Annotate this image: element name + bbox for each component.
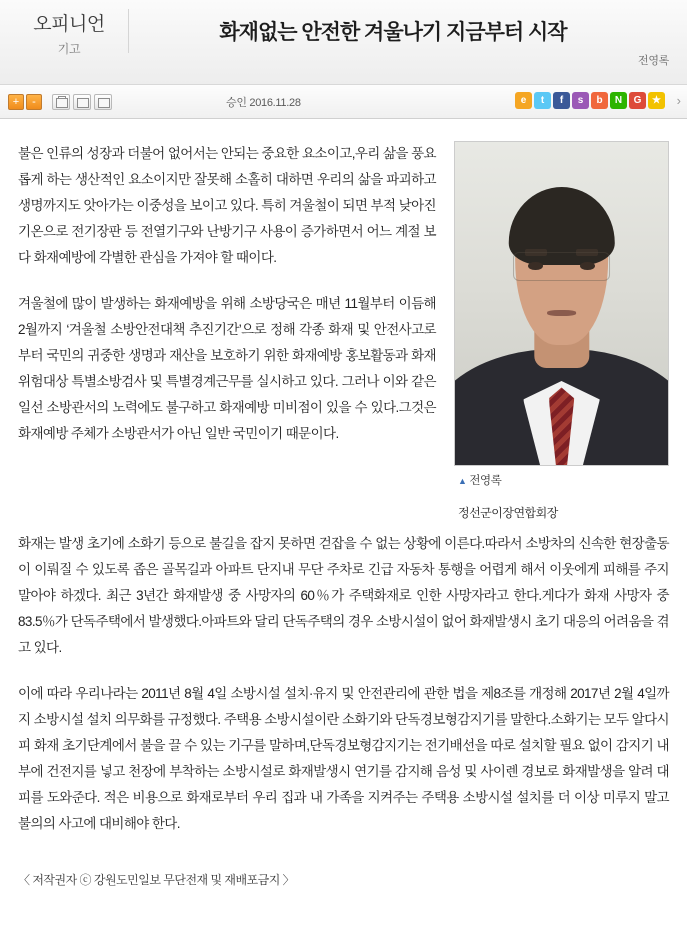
page-header — [0, 0, 687, 85]
tool-icon-group — [52, 94, 112, 110]
article-toolbar — [0, 85, 687, 119]
scrap-icon[interactable] — [73, 94, 91, 110]
sns-share-group — [515, 92, 665, 109]
font-increase-button[interactable]: + — [8, 94, 24, 110]
sns-band-icon[interactable]: b — [591, 92, 608, 109]
section-block[interactable] — [14, 5, 124, 57]
caption-marker-icon: ▲ — [458, 476, 467, 486]
sns-blog-icon[interactable]: e — [515, 92, 532, 109]
article-content — [0, 119, 687, 888]
section-name: 오피니언 — [33, 14, 105, 35]
caption-text: 전영록 — [469, 475, 502, 487]
sns-kakaostory-icon[interactable]: s — [572, 92, 589, 109]
sns-twitter-icon[interactable]: t — [534, 92, 551, 109]
article-photo-block — [454, 141, 669, 521]
photo-caption — [454, 472, 669, 488]
print-icon[interactable] — [52, 94, 70, 110]
author-role: 정선군이장연합회장 — [458, 506, 558, 520]
sns-more-icon[interactable]: ★ — [648, 92, 665, 109]
article-paragraph-3: 화재는 발생 초기에 소화기 등으로 불길을 잡지 못하면 걷잡을 수 없는 상황에 이른다.따라서 소방차의 신속한 현장출동이 이뤄질 수 있도록 좁은 골목길과 아파트 단지내 무단 주차로 긴급 자동차 통행을 어렵게 해서 이웃에게 피해를 주지 말아야 하겠다. 최근 3년간 화재발생 중 사망자의 60％가 주택화재로 인한 사망자라고 한다.게다가 화재 사망자 중 83.5％가 단독주택에서 발생했다.아파트와 달리 단독주택의 경우 소방시설이 없어 화재발생시 초기 대응의 어려움을 겪고 있다. — [18, 536, 669, 655]
sns-naver-icon[interactable]: N — [610, 92, 627, 109]
approval-date: 승인 2016.11.28 — [226, 96, 301, 109]
section-subcategory: 기고 — [57, 42, 81, 56]
font-size-controls — [8, 94, 42, 110]
article-paragraph-4: 이에 따라 우리나라는 2011년 8월 4일 소방시설 설치·유지 및 안전관리에 관한 법을 제8조를 개정해 2017년 2월 4일까지 소방시설 설치 의무화를 규정했다. 주택용 소방시설이란 소화기와 단독경보형감지기를 말한다.소화기는 모두 알다시피 화재 초기단계에서 불을 끌 수 있는 기구를 말하며,단독경보형감지기는 전기배선을 따로 설치할 필요 없이 감지기 내부에 건전지를 넣고 천장에 부착하는 소방시설로 화재발생시 연기를 감지해 음성 및 사이렌 경보로 화재발생을 알려 대피를 도와준다. 적은 비용으로 화재로부터 우리 집과 내 가족을 지켜주는 주택용 소방시설 설치를 더 이상 미루지 말고 불의의 사고에 대비해야 한다. — [18, 686, 669, 831]
font-decrease-button[interactable]: - — [26, 94, 42, 110]
copyright-notice: 〈 저작권자 ⓒ 강원도민일보 무단전재 및 재배포금지 〉 — [18, 873, 295, 887]
mail-icon[interactable] — [94, 94, 112, 110]
author-byline: 전영록 — [638, 55, 669, 67]
sns-facebook-icon[interactable]: f — [553, 92, 570, 109]
portrait-photo — [454, 141, 669, 466]
header-divider — [128, 9, 129, 53]
article-paragraph-1: 불은 인류의 성장과 더불어 없어서는 안되는 중요한 요소이고,우리 삶을 풍요롭게 하는 생산적인 요소이지만 잘못해 소홀히 대하면 우리의 삶을 파괴하고 생명까지도 앗아가는 이중성을 보이고 있다. 특히 겨울철이 되면 부적 낮아진 기온으로 전기장판 등 전열기구와 난방기구 사용이 증가하면서 어느 계절 보다 화재예방에 각별한 관심을 가져야 할 때이다. — [18, 146, 436, 265]
chevron-right-icon[interactable]: › — [676, 93, 681, 108]
sns-google-icon[interactable]: G — [629, 92, 646, 109]
article-headline: 화재없는 안전한 겨울나기 지금부터 시작 — [219, 21, 567, 44]
article-paragraph-2: 겨울철에 많이 발생하는 화재예방을 위해 소방당국은 매년 11월부터 이듬해 2월까지 ‘겨울철 소방안전대책 추진기간’으로 정해 각종 화재 및 안전사고로부터 국민의 귀중한 생명과 재산을 보호하기 위한 화재예방 홍보활동과 화재 위험대상 특별소방검사 및 특별경계근무를 실시하고 있다. 그러나 이와 같은 일선 소방관서의 노력에도 불구하고 화재예방 미비점이 있을 수 있다.그것은 화재예방 주체가 소방관서가 아닌 일반 국민이기 때문이다. — [18, 296, 436, 441]
